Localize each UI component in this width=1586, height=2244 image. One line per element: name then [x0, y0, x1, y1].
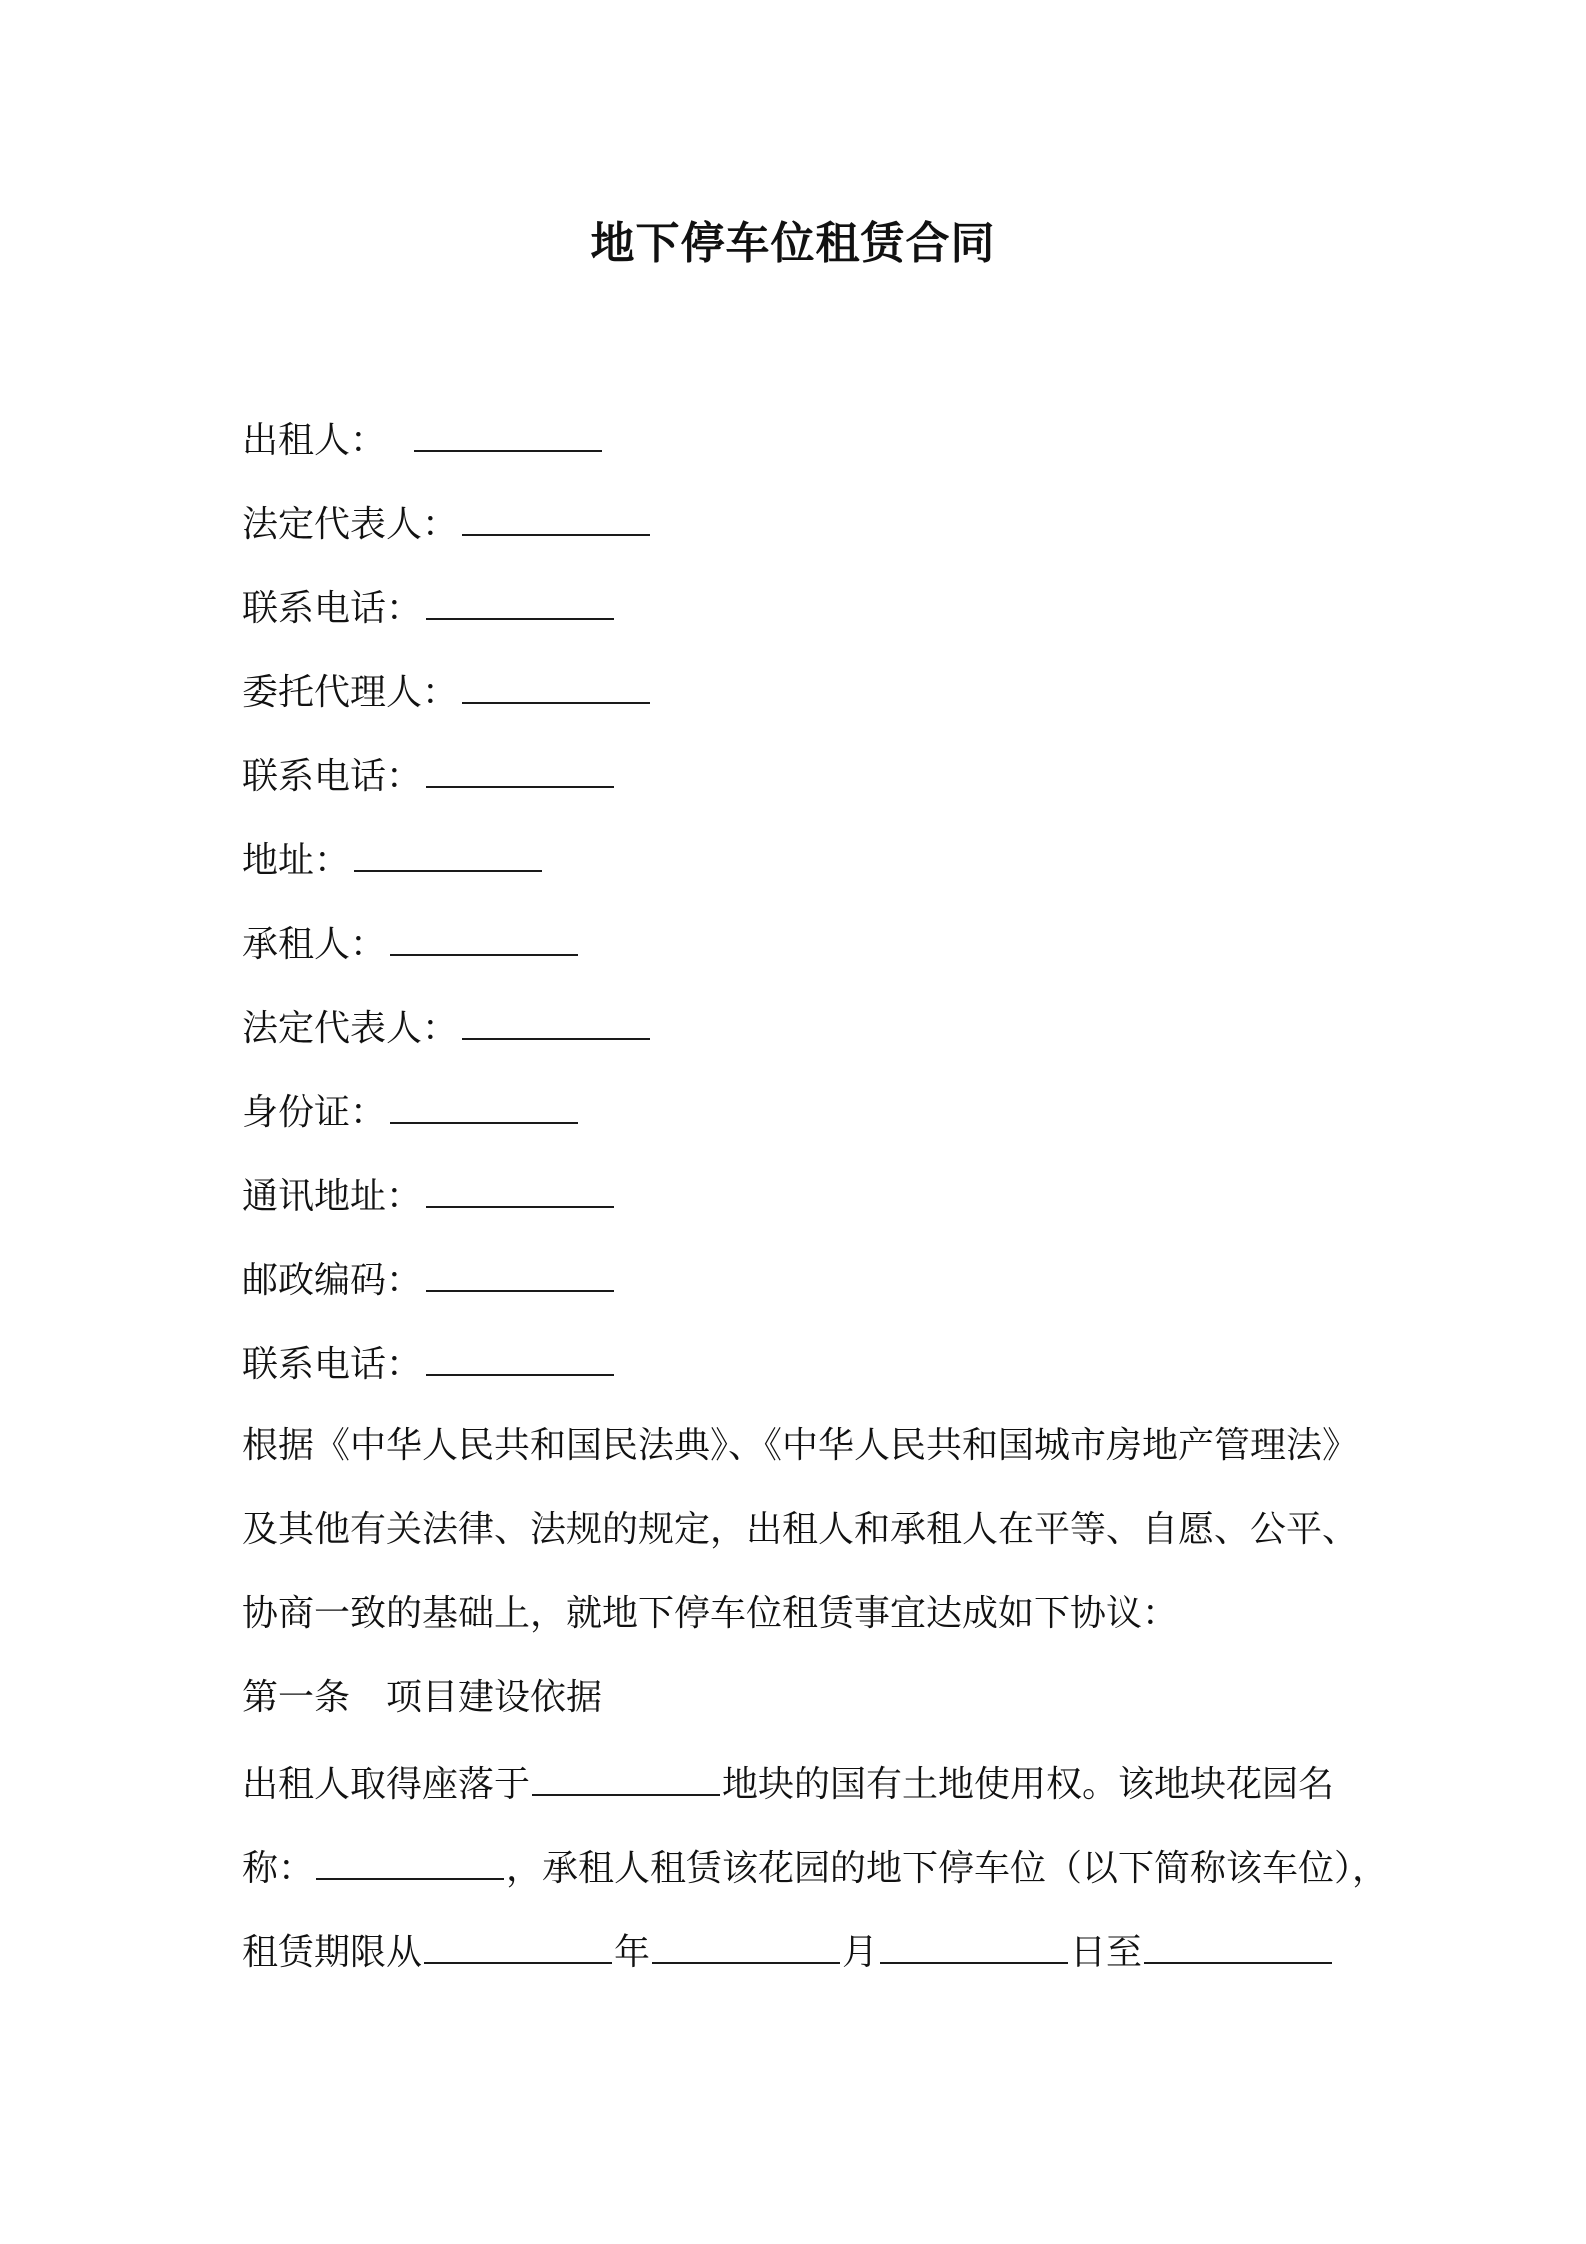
- fill-in-blank[interactable]: [880, 1922, 1068, 1964]
- fill-in-blank[interactable]: [1144, 1922, 1332, 1964]
- fill-in-blank[interactable]: [426, 1166, 614, 1208]
- fill-in-blank[interactable]: [652, 1922, 840, 1964]
- field-lessee-phone: [242, 1334, 614, 1390]
- fill-in-blank[interactable]: [462, 662, 650, 704]
- article-1-line-1: [242, 1754, 1362, 1810]
- fill-in-blank[interactable]: [354, 830, 542, 872]
- fill-in-blank[interactable]: [424, 1922, 612, 1964]
- text-segment: ，承租人租赁该花园的地下停车位（以下简称该车位），: [506, 1848, 1389, 1889]
- document-title: 地下停车位租赁合同: [590, 218, 996, 269]
- fill-in-blank[interactable]: [426, 1334, 614, 1376]
- field-lessor-phone: [242, 578, 614, 634]
- fill-in-blank[interactable]: [316, 1838, 504, 1880]
- fill-in-blank[interactable]: [390, 1082, 578, 1124]
- field-label: 承租人：: [242, 924, 387, 965]
- field-agent: [242, 662, 650, 718]
- field-lessor-legal-rep: [242, 494, 650, 550]
- text-segment: 出租人取得座落于: [242, 1764, 531, 1805]
- field-mailing-address: [242, 1166, 614, 1222]
- article-1-line-3: [242, 1922, 1362, 1978]
- fill-in-blank[interactable]: [414, 410, 602, 452]
- text-segment: 租赁期限从: [242, 1932, 423, 1973]
- field-id-card: [242, 1082, 578, 1138]
- field-label: 联系电话：: [242, 1344, 423, 1385]
- field-label: 法定代表人：: [242, 504, 459, 545]
- field-label: 通讯地址：: [242, 1176, 423, 1217]
- field-agent-phone: [242, 746, 614, 802]
- field-label: 出租人：: [242, 420, 387, 461]
- fill-in-blank[interactable]: [462, 998, 650, 1040]
- fill-in-blank[interactable]: [462, 494, 650, 536]
- fill-in-blank[interactable]: [532, 1754, 720, 1796]
- field-postal-code: [242, 1250, 614, 1306]
- fill-in-blank[interactable]: [426, 1250, 614, 1292]
- field-lessee: [242, 914, 578, 970]
- field-label: 联系电话：: [242, 588, 423, 629]
- fill-in-blank[interactable]: [426, 746, 614, 788]
- text-segment: 年: [614, 1932, 651, 1973]
- field-label: 身份证：: [242, 1092, 387, 1133]
- text-segment: 日至: [1070, 1932, 1143, 1973]
- fill-in-blank[interactable]: [426, 578, 614, 620]
- field-address: [242, 830, 542, 886]
- text-segment: 称：: [242, 1848, 315, 1889]
- text-segment: 地块的国有土地使用权。该地块花园名: [722, 1764, 1335, 1805]
- preamble-line-1: 根据《中华人民共和国民法典》、《中华人民共和国城市房地产管理法》: [242, 1425, 1359, 1466]
- field-lessor: [242, 410, 602, 466]
- article-1-line-2: [242, 1838, 1389, 1894]
- field-label: 法定代表人：: [242, 1008, 459, 1049]
- field-label: 邮政编码：: [242, 1260, 423, 1301]
- field-label: 委托代理人：: [242, 672, 459, 713]
- field-label: 地址：: [242, 840, 351, 881]
- article-1-heading: 第一条 项目建设依据: [242, 1677, 603, 1718]
- field-label: 联系电话：: [242, 756, 423, 797]
- preamble-line-3: 协商一致的基础上，就地下停车位租赁事宜达成如下协议：: [242, 1593, 1179, 1634]
- fill-in-blank[interactable]: [390, 914, 578, 956]
- preamble-line-2: 及其他有关法律、法规的规定，出租人和承租人在平等、自愿、公平、: [242, 1509, 1359, 1550]
- text-segment: 月: [842, 1932, 879, 1973]
- field-lessee-legal-rep: [242, 998, 650, 1054]
